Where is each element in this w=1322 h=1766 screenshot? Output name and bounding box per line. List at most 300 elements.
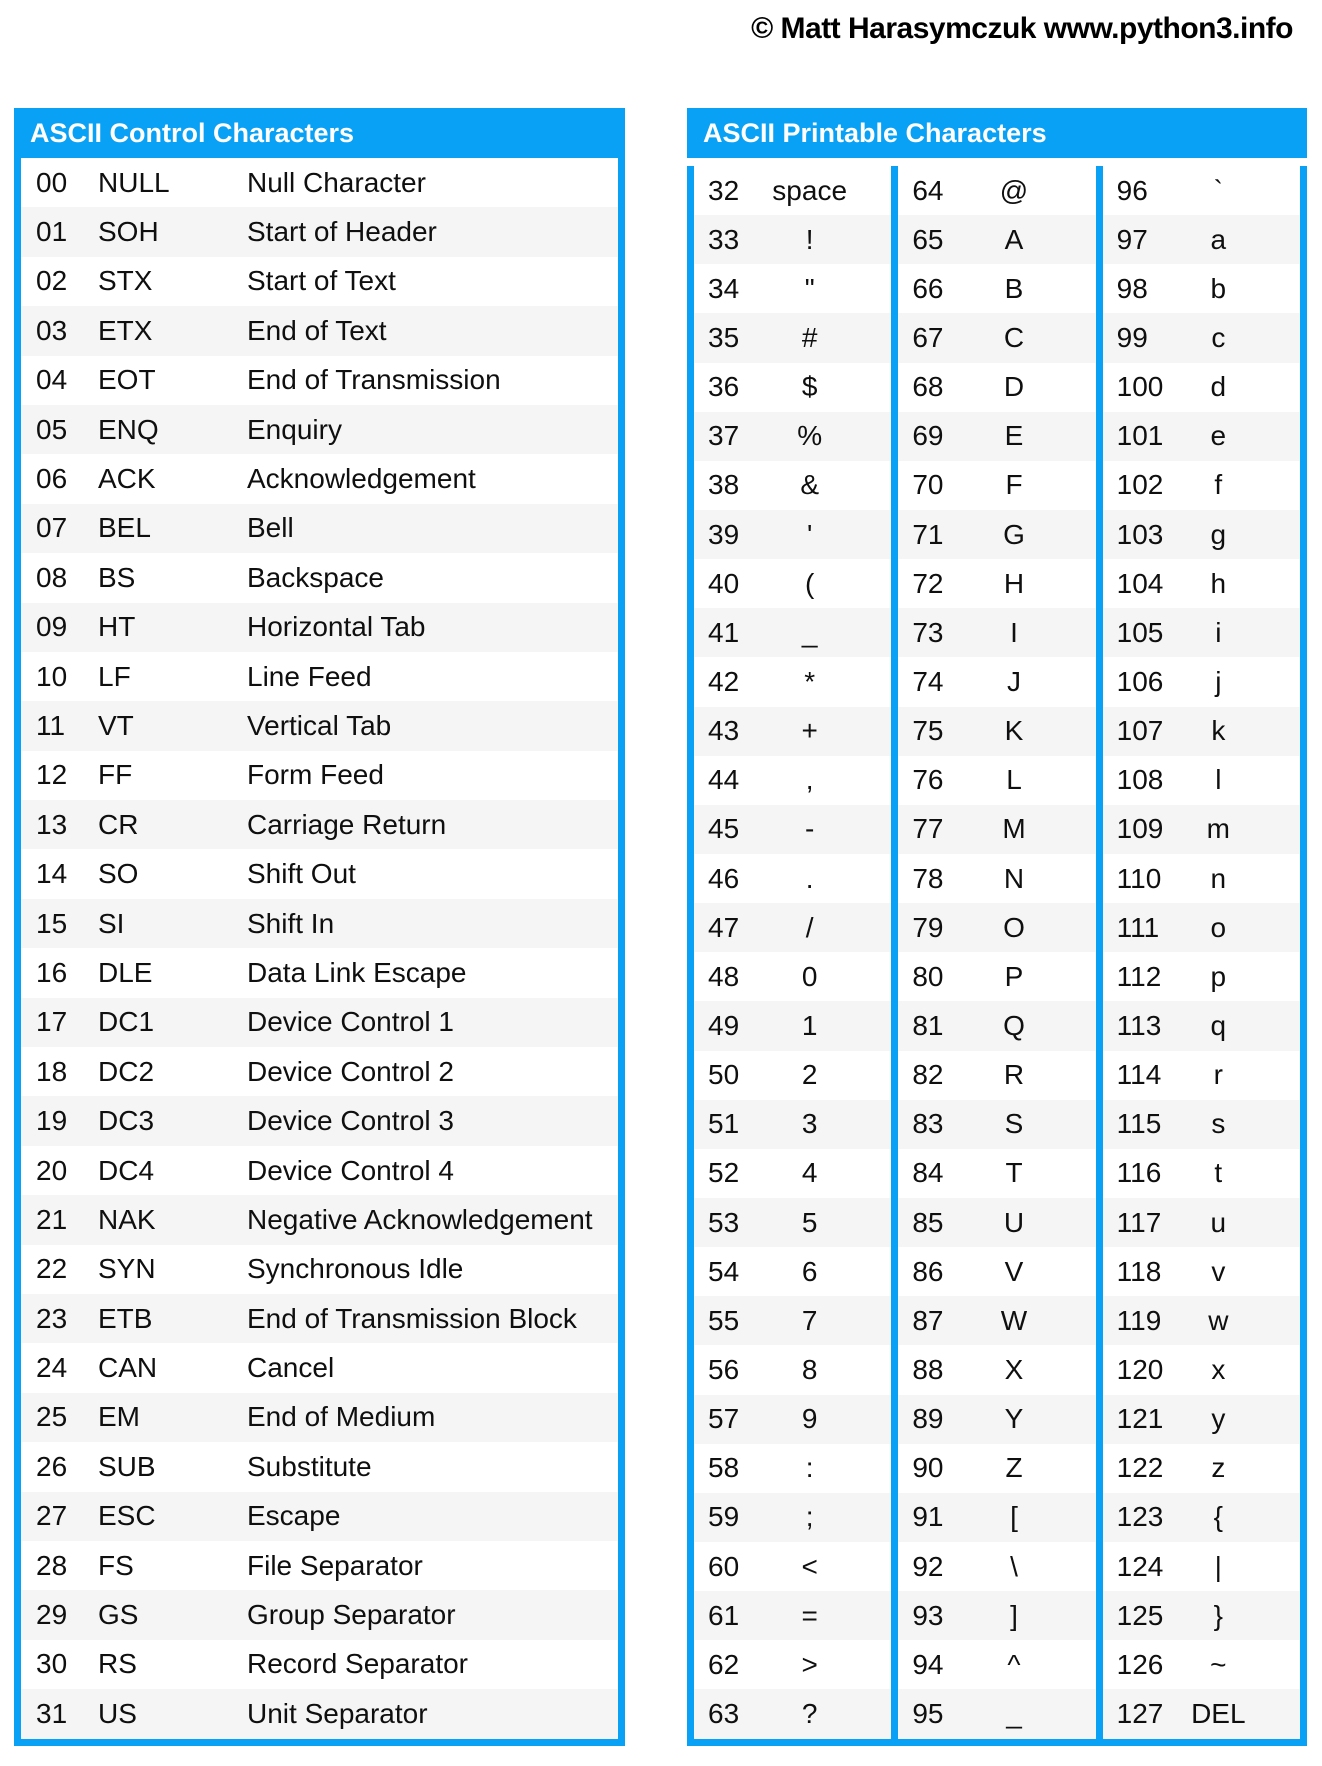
character-cell: ( [805, 567, 815, 599]
character-cell: m [1206, 813, 1230, 845]
control-row [21, 652, 618, 701]
printable-row [898, 313, 1095, 362]
code-cell: 98 [1116, 272, 1148, 304]
character-cell: f [1214, 469, 1223, 501]
abbreviation-cell: ETX [98, 314, 153, 346]
code-cell: 104 [1116, 567, 1164, 599]
printable-row [694, 1100, 891, 1149]
abbreviation-cell: ETB [98, 1302, 153, 1334]
code-cell: 88 [912, 1353, 944, 1385]
character-cell: Q [1003, 1009, 1025, 1041]
printable-row [694, 657, 891, 706]
code-cell: 45 [708, 813, 740, 845]
character-cell: @ [999, 174, 1029, 206]
code-cell: 61 [708, 1599, 740, 1631]
code-cell: 42 [708, 665, 740, 697]
description-cell: Negative Acknowledgement [247, 1203, 593, 1235]
character-cell: _ [1006, 1697, 1022, 1729]
character-cell: V [1004, 1255, 1024, 1287]
printable-row [1103, 1345, 1300, 1394]
character-cell: K [1004, 715, 1024, 747]
code-cell: 34 [708, 272, 740, 304]
description-cell: Cancel [247, 1352, 335, 1384]
character-cell: ' [806, 518, 813, 550]
control-row [21, 454, 618, 503]
character-cell: G [1003, 518, 1025, 550]
code-cell: 07 [36, 512, 68, 544]
printable-row [694, 1689, 891, 1738]
character-cell: 4 [801, 1157, 818, 1189]
printable-row [1103, 805, 1300, 854]
printable-row [1103, 1051, 1300, 1100]
printable-row [694, 1051, 891, 1100]
code-cell: 109 [1116, 813, 1164, 845]
code-cell: 35 [708, 321, 740, 353]
control-row [21, 1096, 618, 1145]
character-cell: N [1003, 862, 1025, 894]
description-cell: Form Feed [247, 759, 384, 791]
character-cell: J [1006, 665, 1021, 697]
abbreviation-cell: SO [98, 858, 139, 890]
control-row [21, 1689, 618, 1738]
control-row [21, 504, 618, 553]
character-cell: & [800, 469, 819, 501]
printable-row [694, 1640, 891, 1689]
description-cell: End of Medium [247, 1401, 436, 1433]
abbreviation-cell: BEL [98, 512, 151, 544]
control-row [21, 306, 618, 355]
control-row [21, 1245, 618, 1294]
control-row [21, 1195, 618, 1244]
abbreviation-cell: US [98, 1697, 137, 1729]
character-cell: ? [801, 1697, 818, 1729]
code-cell: 52 [708, 1157, 740, 1189]
printable-row [694, 608, 891, 657]
code-cell: 102 [1116, 469, 1164, 501]
printable-row [694, 412, 891, 461]
code-cell: 55 [708, 1304, 740, 1336]
character-cell: 3 [801, 1108, 818, 1140]
code-cell: 00 [36, 166, 68, 198]
character-cell: > [801, 1648, 818, 1680]
code-cell: 101 [1116, 420, 1164, 452]
character-cell: a [1210, 223, 1227, 255]
character-cell: DEL [1191, 1697, 1246, 1729]
character-cell: " [804, 272, 815, 304]
code-cell: 19 [36, 1105, 68, 1137]
code-cell: 82 [912, 1059, 944, 1091]
code-cell: 79 [912, 911, 944, 943]
printable-panel-3 [1103, 166, 1300, 1739]
code-cell: 51 [708, 1108, 740, 1140]
description-cell: Shift Out [247, 858, 356, 890]
code-cell: 86 [912, 1255, 944, 1287]
control-row [21, 948, 618, 997]
abbreviation-cell: ESC [98, 1500, 156, 1532]
printable-panel-1 [694, 166, 891, 1739]
printable-row [1103, 1493, 1300, 1542]
character-cell: { [1213, 1501, 1223, 1533]
description-cell: File Separator [247, 1549, 423, 1581]
printable-row [1103, 461, 1300, 510]
code-cell: 15 [36, 907, 68, 939]
abbreviation-cell: CR [98, 808, 139, 840]
character-cell: space [772, 174, 848, 206]
control-table-title: ASCII Control Characters [14, 108, 625, 158]
printable-row [694, 756, 891, 805]
code-cell: 43 [708, 715, 740, 747]
code-cell: 04 [36, 364, 68, 396]
printable-row [898, 1247, 1095, 1296]
code-cell: 10 [36, 660, 68, 692]
code-cell: 121 [1116, 1403, 1164, 1435]
character-cell: e [1210, 420, 1227, 452]
code-cell: 115 [1116, 1108, 1162, 1140]
abbreviation-cell: DC1 [98, 1006, 155, 1038]
code-cell: 68 [912, 371, 944, 403]
character-cell: v [1211, 1255, 1226, 1287]
code-cell: 63 [708, 1697, 740, 1729]
abbreviation-cell: NULL [98, 166, 170, 198]
printable-row [694, 1444, 891, 1493]
printable-row [694, 215, 891, 264]
character-cell: n [1210, 862, 1227, 894]
code-cell: 117 [1116, 1206, 1162, 1238]
description-cell: Device Control 3 [247, 1105, 454, 1137]
character-cell: r [1213, 1059, 1223, 1091]
code-cell: 16 [36, 956, 68, 988]
code-cell: 49 [708, 1009, 740, 1041]
code-cell: 48 [708, 960, 740, 992]
character-cell: } [1213, 1599, 1223, 1631]
printable-row [898, 363, 1095, 412]
printable-row [694, 363, 891, 412]
character-cell: x [1211, 1353, 1226, 1385]
printable-row [1103, 215, 1300, 264]
code-cell: 13 [36, 808, 68, 840]
description-cell: Carriage Return [247, 808, 447, 840]
code-cell: 92 [912, 1550, 944, 1582]
control-row [21, 405, 618, 454]
character-cell: h [1210, 567, 1227, 599]
character-cell: T [1005, 1157, 1023, 1189]
printable-row [694, 1198, 891, 1247]
code-cell: 64 [912, 174, 944, 206]
code-cell: 113 [1116, 1009, 1162, 1041]
code-cell: 17 [36, 1006, 68, 1038]
code-cell: 106 [1116, 665, 1164, 697]
code-cell: 72 [912, 567, 944, 599]
abbreviation-cell: NAK [98, 1203, 156, 1235]
printable-row [694, 1149, 891, 1198]
printable-row [898, 1591, 1095, 1640]
character-cell: b [1210, 272, 1227, 304]
printable-row [1103, 1100, 1300, 1149]
abbreviation-cell: FF [98, 759, 133, 791]
printable-table-title: ASCII Printable Characters [687, 108, 1307, 158]
description-cell: End of Transmission Block [247, 1302, 577, 1334]
description-cell: Unit Separator [247, 1697, 428, 1729]
printable-row [1103, 363, 1300, 412]
abbreviation-cell: VT [98, 709, 134, 741]
code-cell: 70 [912, 469, 944, 501]
character-cell: . [805, 862, 814, 894]
printable-row [898, 1493, 1095, 1542]
abbreviation-cell: SUB [98, 1450, 156, 1482]
abbreviation-cell: CAN [98, 1352, 158, 1384]
code-cell: 59 [708, 1501, 740, 1533]
abbreviation-cell: STX [98, 265, 153, 297]
description-cell: Acknowledgement [247, 463, 476, 495]
control-row [21, 1442, 618, 1491]
character-cell: H [1003, 567, 1025, 599]
code-cell: 06 [36, 463, 68, 495]
description-cell: Synchronous Idle [247, 1253, 464, 1285]
printable-row [898, 166, 1095, 215]
printable-row [1103, 1149, 1300, 1198]
character-cell: s [1211, 1108, 1226, 1140]
control-row [21, 849, 618, 898]
printable-row [1103, 166, 1300, 215]
character-cell: W [1000, 1304, 1028, 1336]
character-cell: I [1010, 616, 1018, 648]
control-row [21, 257, 618, 306]
code-cell: 66 [912, 272, 944, 304]
code-cell: 38 [708, 469, 740, 501]
code-cell: 100 [1116, 371, 1164, 403]
description-cell: Null Character [247, 166, 426, 198]
code-cell: 95 [912, 1697, 944, 1729]
control-row [21, 158, 618, 207]
character-cell: $ [801, 371, 818, 403]
character-cell: / [805, 911, 814, 943]
code-cell: 02 [36, 265, 68, 297]
printable-row [898, 1640, 1095, 1689]
printable-row [694, 1247, 891, 1296]
control-row [21, 1492, 618, 1541]
abbreviation-cell: FS [98, 1549, 134, 1581]
character-cell: [ [1010, 1501, 1018, 1533]
printable-row [694, 461, 891, 510]
description-cell: Bell [247, 512, 294, 544]
description-cell: Data Link Escape [247, 956, 467, 988]
control-row [21, 1640, 618, 1689]
character-cell: % [797, 420, 823, 452]
control-row [21, 1590, 618, 1639]
character-cell: : [805, 1452, 814, 1484]
code-cell: 37 [708, 420, 740, 452]
abbreviation-cell: GS [98, 1599, 139, 1631]
printable-row [1103, 854, 1300, 903]
printable-row [1103, 1296, 1300, 1345]
printable-row [898, 1345, 1095, 1394]
character-cell: 8 [801, 1353, 818, 1385]
character-cell: ~ [1210, 1648, 1227, 1680]
description-cell: Start of Text [247, 265, 396, 297]
code-cell: 96 [1116, 174, 1148, 206]
code-cell: 27 [36, 1500, 68, 1532]
printable-row [898, 805, 1095, 854]
character-cell: D [1003, 371, 1025, 403]
character-cell: y [1211, 1403, 1226, 1435]
code-cell: 74 [912, 665, 944, 697]
character-cell: M [1002, 813, 1026, 845]
printable-row [898, 1542, 1095, 1591]
printable-row [898, 559, 1095, 608]
printable-row [898, 510, 1095, 559]
printable-row [1103, 313, 1300, 362]
code-cell: 105 [1116, 616, 1164, 648]
printable-row [898, 1149, 1095, 1198]
code-cell: 09 [36, 611, 68, 643]
printable-row [898, 1100, 1095, 1149]
code-cell: 44 [708, 764, 740, 796]
printable-row [1103, 1689, 1300, 1738]
abbreviation-cell: DC3 [98, 1105, 155, 1137]
character-cell: X [1004, 1353, 1024, 1385]
code-cell: 47 [708, 911, 740, 943]
printable-row [898, 854, 1095, 903]
code-cell: 39 [708, 518, 740, 550]
description-cell: Record Separator [247, 1648, 469, 1680]
character-cell: ! [805, 223, 814, 255]
code-cell: 124 [1116, 1550, 1164, 1582]
code-cell: 12 [36, 759, 68, 791]
printable-row [898, 1198, 1095, 1247]
printable-row [694, 1345, 891, 1394]
code-cell: 111 [1116, 911, 1160, 943]
printable-panel-2 [898, 166, 1095, 1739]
printable-table-panels [687, 166, 1307, 1746]
printable-row [898, 756, 1095, 805]
code-cell: 71 [912, 518, 944, 550]
code-cell: 28 [36, 1549, 68, 1581]
printable-row [1103, 412, 1300, 461]
character-cell: - [805, 813, 815, 845]
code-cell: 50 [708, 1059, 740, 1091]
description-cell: Horizontal Tab [247, 611, 426, 643]
printable-row [1103, 608, 1300, 657]
printable-row [694, 1493, 891, 1542]
code-cell: 84 [912, 1157, 944, 1189]
printable-row [694, 903, 891, 952]
code-cell: 89 [912, 1403, 944, 1435]
character-cell: | [1214, 1550, 1222, 1582]
code-cell: 01 [36, 216, 68, 248]
control-row [21, 701, 618, 750]
character-cell: * [804, 665, 816, 697]
printable-row [1103, 1542, 1300, 1591]
printable-row [898, 215, 1095, 264]
description-cell: Group Separator [247, 1599, 456, 1631]
printable-row [1103, 707, 1300, 756]
printable-row [1103, 1395, 1300, 1444]
character-cell: + [801, 715, 818, 747]
abbreviation-cell: EM [98, 1401, 140, 1433]
control-row [21, 998, 618, 1047]
control-row [21, 1343, 618, 1392]
character-cell: 0 [801, 960, 818, 992]
character-cell: j [1215, 665, 1222, 697]
code-cell: 110 [1116, 862, 1162, 894]
control-row [21, 1294, 618, 1343]
printable-row [898, 903, 1095, 952]
printable-row [694, 1395, 891, 1444]
printable-row [1103, 1444, 1300, 1493]
code-cell: 81 [912, 1009, 944, 1041]
character-cell: 9 [801, 1403, 818, 1435]
character-cell: d [1210, 371, 1227, 403]
printable-row [1103, 756, 1300, 805]
description-cell: End of Transmission [247, 364, 501, 396]
character-cell: k [1211, 715, 1226, 747]
character-cell: Z [1005, 1452, 1023, 1484]
code-cell: 54 [708, 1255, 740, 1287]
character-cell: S [1004, 1108, 1024, 1140]
printable-row [1103, 1247, 1300, 1296]
printable-row [1103, 1640, 1300, 1689]
character-cell: c [1211, 321, 1226, 353]
printable-row [1103, 264, 1300, 313]
code-cell: 112 [1116, 960, 1162, 992]
character-cell: 7 [801, 1304, 818, 1336]
printable-row [898, 657, 1095, 706]
code-cell: 80 [912, 960, 944, 992]
character-cell: E [1004, 420, 1024, 452]
character-cell: < [801, 1550, 818, 1582]
abbreviation-cell: SI [98, 907, 125, 939]
printable-row [1103, 903, 1300, 952]
code-cell: 31 [36, 1697, 68, 1729]
printable-row [1103, 1591, 1300, 1640]
code-cell: 107 [1116, 715, 1164, 747]
abbreviation-cell: SYN [98, 1253, 156, 1285]
control-row [21, 553, 618, 602]
code-cell: 22 [36, 1253, 68, 1285]
code-cell: 73 [912, 616, 944, 648]
code-cell: 118 [1116, 1255, 1162, 1287]
code-cell: 122 [1116, 1452, 1164, 1484]
printable-row [694, 952, 891, 1001]
printable-row [694, 510, 891, 559]
character-cell: i [1215, 616, 1222, 648]
character-cell: 1 [801, 1009, 818, 1041]
code-cell: 14 [36, 858, 68, 890]
code-cell: 62 [708, 1648, 740, 1680]
description-cell: Device Control 4 [247, 1154, 454, 1186]
code-cell: 30 [36, 1648, 68, 1680]
printable-row [694, 166, 891, 215]
code-cell: 75 [912, 715, 944, 747]
printable-table [687, 108, 1307, 1746]
character-cell: ^ [1007, 1648, 1021, 1680]
character-cell: O [1003, 911, 1025, 943]
printable-row [1103, 559, 1300, 608]
description-cell: Shift In [247, 907, 335, 939]
code-cell: 127 [1116, 1697, 1164, 1729]
character-cell: C [1003, 321, 1025, 353]
code-cell: 23 [36, 1302, 68, 1334]
control-row [21, 800, 618, 849]
printable-row [694, 854, 891, 903]
control-table-rows [14, 158, 625, 1746]
code-cell: 08 [36, 561, 68, 593]
code-cell: 20 [36, 1154, 68, 1186]
code-cell: 91 [912, 1501, 944, 1533]
printable-row [694, 1296, 891, 1345]
character-cell: # [801, 321, 818, 353]
code-cell: 29 [36, 1599, 68, 1631]
